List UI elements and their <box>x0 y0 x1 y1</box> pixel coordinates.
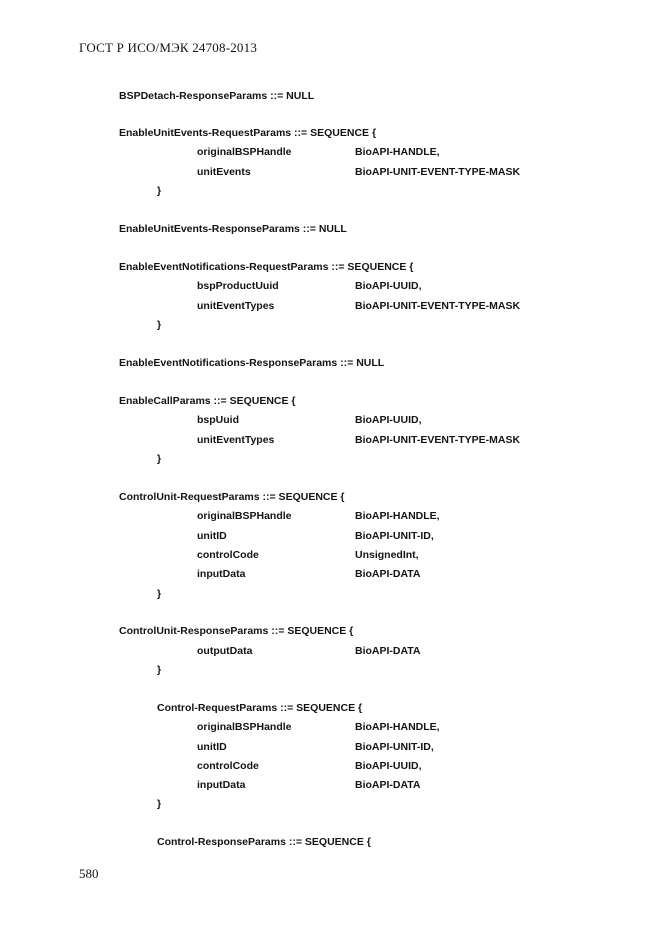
page-header: ГОСТ Р ИСО/МЭК 24708-2013 <box>79 40 258 55</box>
field-name: inputData <box>197 779 246 791</box>
field-type: BioAPI-HANDLE, <box>355 721 440 733</box>
closing-brace: } <box>157 588 162 600</box>
code-line: ControlUnit-RequestParams ::= SEQUENCE { <box>119 491 345 503</box>
field-type: BioAPI-DATA <box>355 645 421 657</box>
code-line: ControlUnit-ResponseParams ::= SEQUENCE { <box>119 625 354 637</box>
closing-brace: } <box>157 453 162 465</box>
field-name: originalBSPHandle <box>197 510 292 522</box>
code-line: EnableCallParams ::= SEQUENCE { <box>119 395 296 407</box>
field-name: outputData <box>197 645 253 657</box>
code-line: EnableUnitEvents-RequestParams ::= SEQUENCE { <box>119 127 377 139</box>
field-type: BioAPI-HANDLE, <box>355 146 440 158</box>
code-line: Control-ResponseParams ::= SEQUENCE { <box>157 836 371 848</box>
field-name: inputData <box>197 568 246 580</box>
field-type: BioAPI-UUID, <box>355 280 422 292</box>
field-type: BioAPI-UNIT-EVENT-TYPE-MASK <box>355 166 521 178</box>
field-name: unitEventTypes <box>197 434 275 446</box>
field-type: BioAPI-HANDLE, <box>355 510 440 522</box>
field-type: BioAPI-UNIT-ID, <box>355 741 434 753</box>
closing-brace: } <box>157 319 162 331</box>
field-name: controlCode <box>197 549 259 561</box>
code-line: BSPDetach-ResponseParams ::= NULL <box>119 90 315 102</box>
code-line: EnableEventNotifications-RequestParams ::= SEQUENCE { <box>119 261 414 273</box>
field-type: BioAPI-UNIT-ID, <box>355 530 434 542</box>
field-type: BioAPI-UNIT-EVENT-TYPE-MASK <box>355 300 521 312</box>
field-name: unitID <box>197 741 227 753</box>
field-name: unitEvents <box>197 166 251 178</box>
field-name: unitID <box>197 530 227 542</box>
field-name: bspUuid <box>197 414 239 426</box>
field-name: controlCode <box>197 760 259 772</box>
closing-brace: } <box>157 664 162 676</box>
field-type: BioAPI-UNIT-EVENT-TYPE-MASK <box>355 434 521 446</box>
field-name: bspProductUuid <box>197 280 279 292</box>
code-line: EnableEventNotifications-ResponseParams ::= NULL <box>119 357 385 369</box>
closing-brace: } <box>157 798 162 810</box>
field-name: unitEventTypes <box>197 300 275 312</box>
field-name: originalBSPHandle <box>197 721 292 733</box>
page-number: 580 <box>79 866 99 881</box>
field-type: UnsignedInt, <box>355 549 419 561</box>
field-name: originalBSPHandle <box>197 146 292 158</box>
closing-brace: } <box>157 185 162 197</box>
field-type: BioAPI-UUID, <box>355 760 422 772</box>
field-type: BioAPI-UUID, <box>355 414 422 426</box>
code-line: Control-RequestParams ::= SEQUENCE { <box>157 702 363 714</box>
field-type: BioAPI-DATA <box>355 779 421 791</box>
code-line: EnableUnitEvents-ResponseParams ::= NULL <box>119 223 347 235</box>
field-type: BioAPI-DATA <box>355 568 421 580</box>
